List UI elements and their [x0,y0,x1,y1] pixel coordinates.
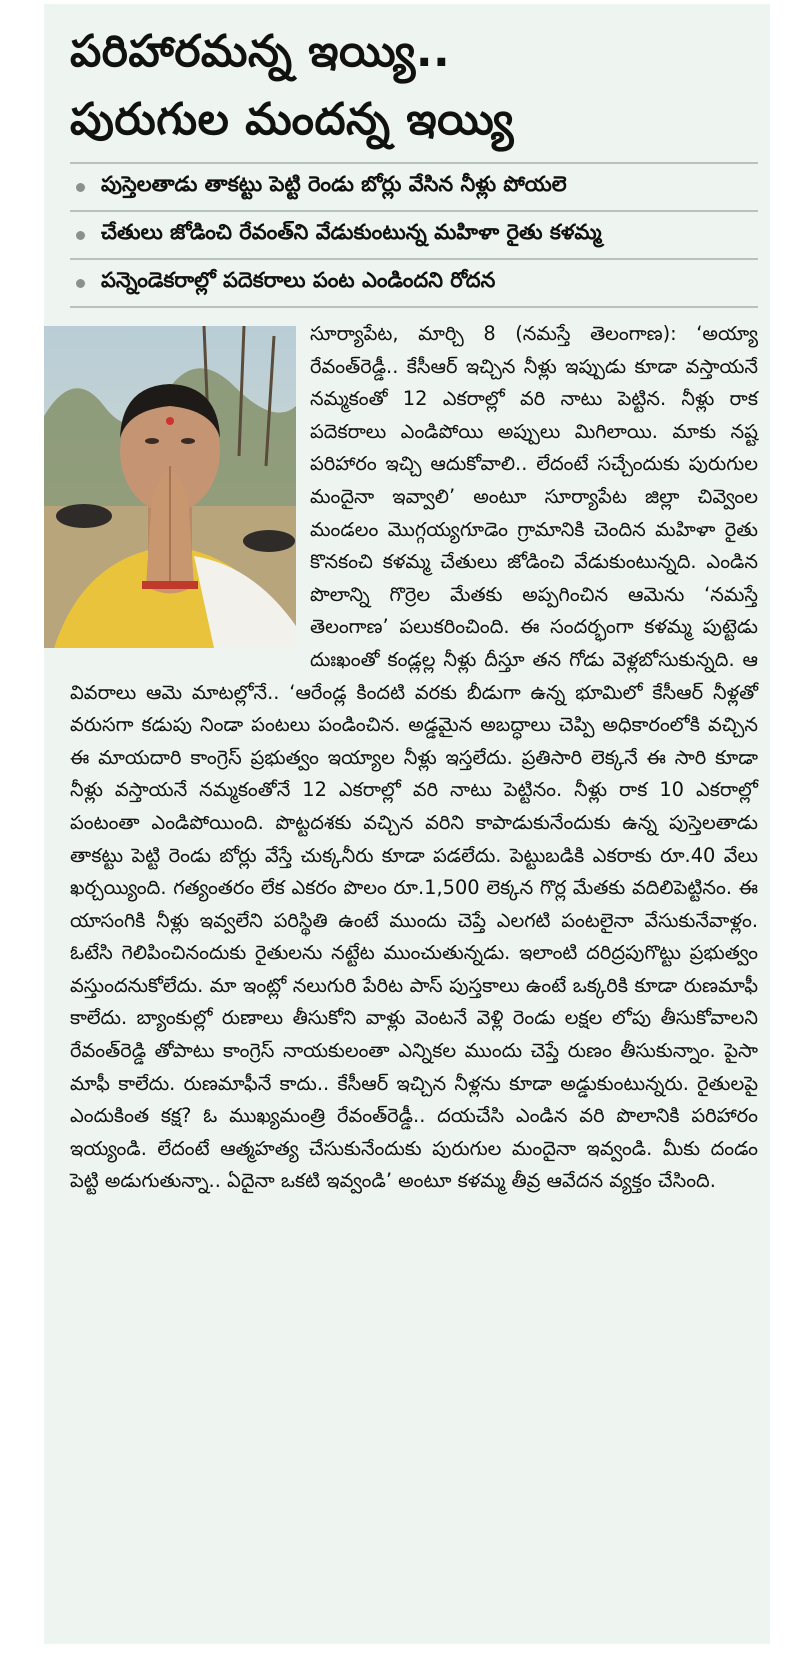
headline-line-1: పరిహారమన్న ఇయ్యి.. [70,26,451,77]
farmer-photo-illustration [44,326,296,648]
farmer-photo [44,326,296,648]
headline [70,4,758,154]
highlight-item [70,212,758,260]
highlight-list [70,164,758,308]
highlight-text: చేతులు జోడించి రేవంత్‌ని వేడుకుంటున్న మహిళా రైతు కళమ్మ [101,220,602,244]
highlight-text: పుస్తెలతాడు తాకట్టు పెట్టి రెండు బోర్లు వేసిన నీళ్లు పోయలె [101,172,567,196]
bullet-dot-icon [76,231,85,240]
highlight-item [70,164,758,212]
highlight-text: పన్నెండెకరాల్లో పదెకరాలు పంట ఎండిందని రోదన [101,268,496,292]
headline-line-2: పురుగుల మందన్న ఇయ్యి [70,94,514,145]
article-body-wrap [70,318,758,1198]
news-clipping [44,4,770,1644]
bullet-dot-icon [76,279,85,288]
article-text: ‘అయ్యా రేవంత్‌రెడ్డీ.. కేసీఆర్ ఇచ్చిన నీళ్లు ఇప్పుడు కూడా వస్తాయనే నమ్మకంతో 12 ఎకరాల్లో వరి నాటు పెట్టిన. నీళ్లు రాక పదెకరాలు ఎండిపోయి అప్పులు మిగిలాయి. మాకు నష్ట పరిహారం ఇచ్చి ఆదుకోవాలి.. లేదంటే సచ్చేందుకు పురుగుల మందైనా ఇవ్వాలి’ అంటూ సూర్యాపేట జిల్లా చివ్వెంల మండలం మొగ్గయ్యగూడెం గ్రామానికి చెందిన మహిళా రైతు కొనకంచి కళమ్మ చేతులు జోడించి వేడుకుంటున్నది. ఎండిన పొలాన్ని గొర్రెల మేతకు అప్పగించిన ఆమెను ‘నమస్తే తెలంగాణ’ పలుకరించింది. ఈ సందర్భంగా కళమ్మ పుట్టెడు దుఃఖంతో కండ్లల్ల నీళ్లు దీస్తూ తన గోడు వెళ్లబోసుకున్నది. ఆ వివరాలు ఆమె మాటల్లోనే.. ‘ఆరేండ్ల కిందటి వరకు బీడుగా ఉన్న భూమిలో కేసీఆర్ నీళ్లతో వరుసగా కడుపు నిండా పంటలు పండించిన. అడ్డమైన అబద్ధాలు చెప్పి అధికారంలోకి వచ్చిన ఈ మాయదారి కాంగ్రెస్ ప్రభుత్వం ఇయ్యాల నీళ్లు ఇస్తలేదు. ప్రతిసారి లెక్కనే ఈ సారి కూడా నీళ్లు వస్తాయనే నమ్మకంతోనే 12 ఎకరాల్లో వరి నాటు పెట్టినం. నీళ్లు రాక 10 ఎకరాల్లో పంటంతా ఎండిపోయింది. పొట్టదశకు వచ్చిన వరిని కాపాడుకునేందుకు ఉన్న పుస్తెలతాడు తాకట్టు పెట్టి రెండు బోర్లు వేస్తే చుక్కనీరు కూడా పడలేదు. పెట్టుబడికి ఎకరాకు రూ.40 వేలు ఖర్చయ్యింది. గత్యంతరం లేక ఎకరం పొలం రూ.1,500 లెక్కన గొర్ల మేతకు వదిలిపెట్టినం. ఈ యాసంగికి నీళ్లు ఇవ్వలేని పరిస్థితి ఉంటే ముందు చెప్తే ఎలగటి పంటలైనా వేసుకునేవాళ్లం. ఓటేసి గెలిపించినందుకు రైతులను నట్టేట ముంచుతున్నడు. ఇలాంటి దరిద్రపుగొట్టు ప్రభుత్వం వస్తుందనుకోలేదు. మా ఇంట్లో నలుగురి పేరిట పాస్ పుస్తకాలు ఉంటే ఒక్కరికి కూడా రుణమాఫీ కాలేదు. బ్యాంకుల్లో రుణాలు తీసుకోని వాళ్లు వెంటనే వెళ్లి రెండు లక్షల లోపు తీసుకోవాలని రేవంత్‌రెడ్డి తోపాటు కాంగ్రెస్ నాయకులంతా ఎన్నికల ముందు చెప్తే రుణం తీసుకున్నాం. పైసా మాఫీ కాలేదు. రుణమాఫీనే కాదు.. కేసీఆర్ ఇచ్చిన నీళ్లను కూడా అడ్డుకుంటున్నరు. రైతులపై ఎందుకింత కక్ష? ఓ ముఖ్యమంత్రి రేవంత్‌రెడ్డీ.. దయచేసి ఎండిన వరి పొలానికి పరిహారం ఇయ్యండి. లేదంటే ఆత్మహత్య చేసుకునేందుకు పురుగుల మందైనా ఇవ్వండి. మీకు దండం పెట్టి అడుగుతున్నా.. ఏదైనా ఒకటి ఇవ్వండి’ అంటూ కళమ్మ తీవ్ర ఆవేదన వ్యక్తం చేసింది. [70,322,758,1193]
highlight-item [70,260,758,308]
dateline: సూర్యాపేట, మార్చి 8 (నమస్తే తెలంగాణ): [310,322,677,345]
bullet-dot-icon [76,183,85,192]
